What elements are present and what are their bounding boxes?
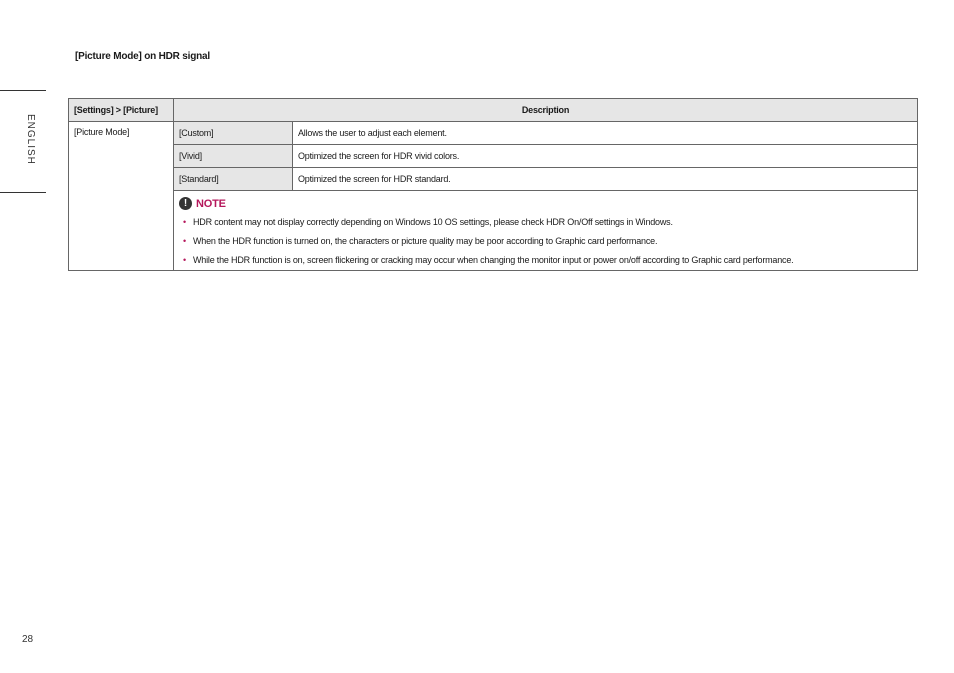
note-box <box>174 191 918 271</box>
note-title: NOTE <box>196 197 226 210</box>
table-header-row <box>69 99 918 122</box>
note-header <box>179 197 912 210</box>
settings-column-header: [Settings] > [Picture] <box>69 99 174 122</box>
table-row <box>69 122 918 145</box>
note-item: • HDR content may not display correctly depending on Windows 10 OS settings, please check HDR On/Off settings in Windows. <box>179 217 912 228</box>
note-item: • When the HDR function is turned on, the characters or picture quality may be poor according to Graphic card performance. <box>179 236 912 247</box>
option-description: Optimized the screen for HDR standard. <box>293 168 918 191</box>
note-row <box>69 191 918 271</box>
settings-table <box>68 98 918 271</box>
table-row <box>69 168 918 191</box>
setting-name: [Picture Mode] <box>69 122 174 271</box>
note-item: • While the HDR function is on, screen flickering or cracking may occur when changing the monitor input or power on/off according to Graphic card performance. <box>179 255 912 266</box>
option-vivid: [Vivid] <box>174 145 293 168</box>
option-description: Allows the user to adjust each element. <box>293 122 918 145</box>
page-number: 28 <box>22 634 34 645</box>
table-row <box>69 145 918 168</box>
language-tab <box>0 90 46 193</box>
option-custom: [Custom] <box>174 122 293 145</box>
section-title: [Picture Mode] on HDR signal <box>75 51 210 62</box>
option-description: Optimized the screen for HDR vivid colors. <box>293 145 918 168</box>
option-standard: [Standard] <box>174 168 293 191</box>
description-column-header: Description <box>174 99 918 122</box>
note-list <box>179 217 912 266</box>
language-tab-label: ENGLISH <box>25 114 36 165</box>
warning-icon: ! <box>179 197 192 210</box>
